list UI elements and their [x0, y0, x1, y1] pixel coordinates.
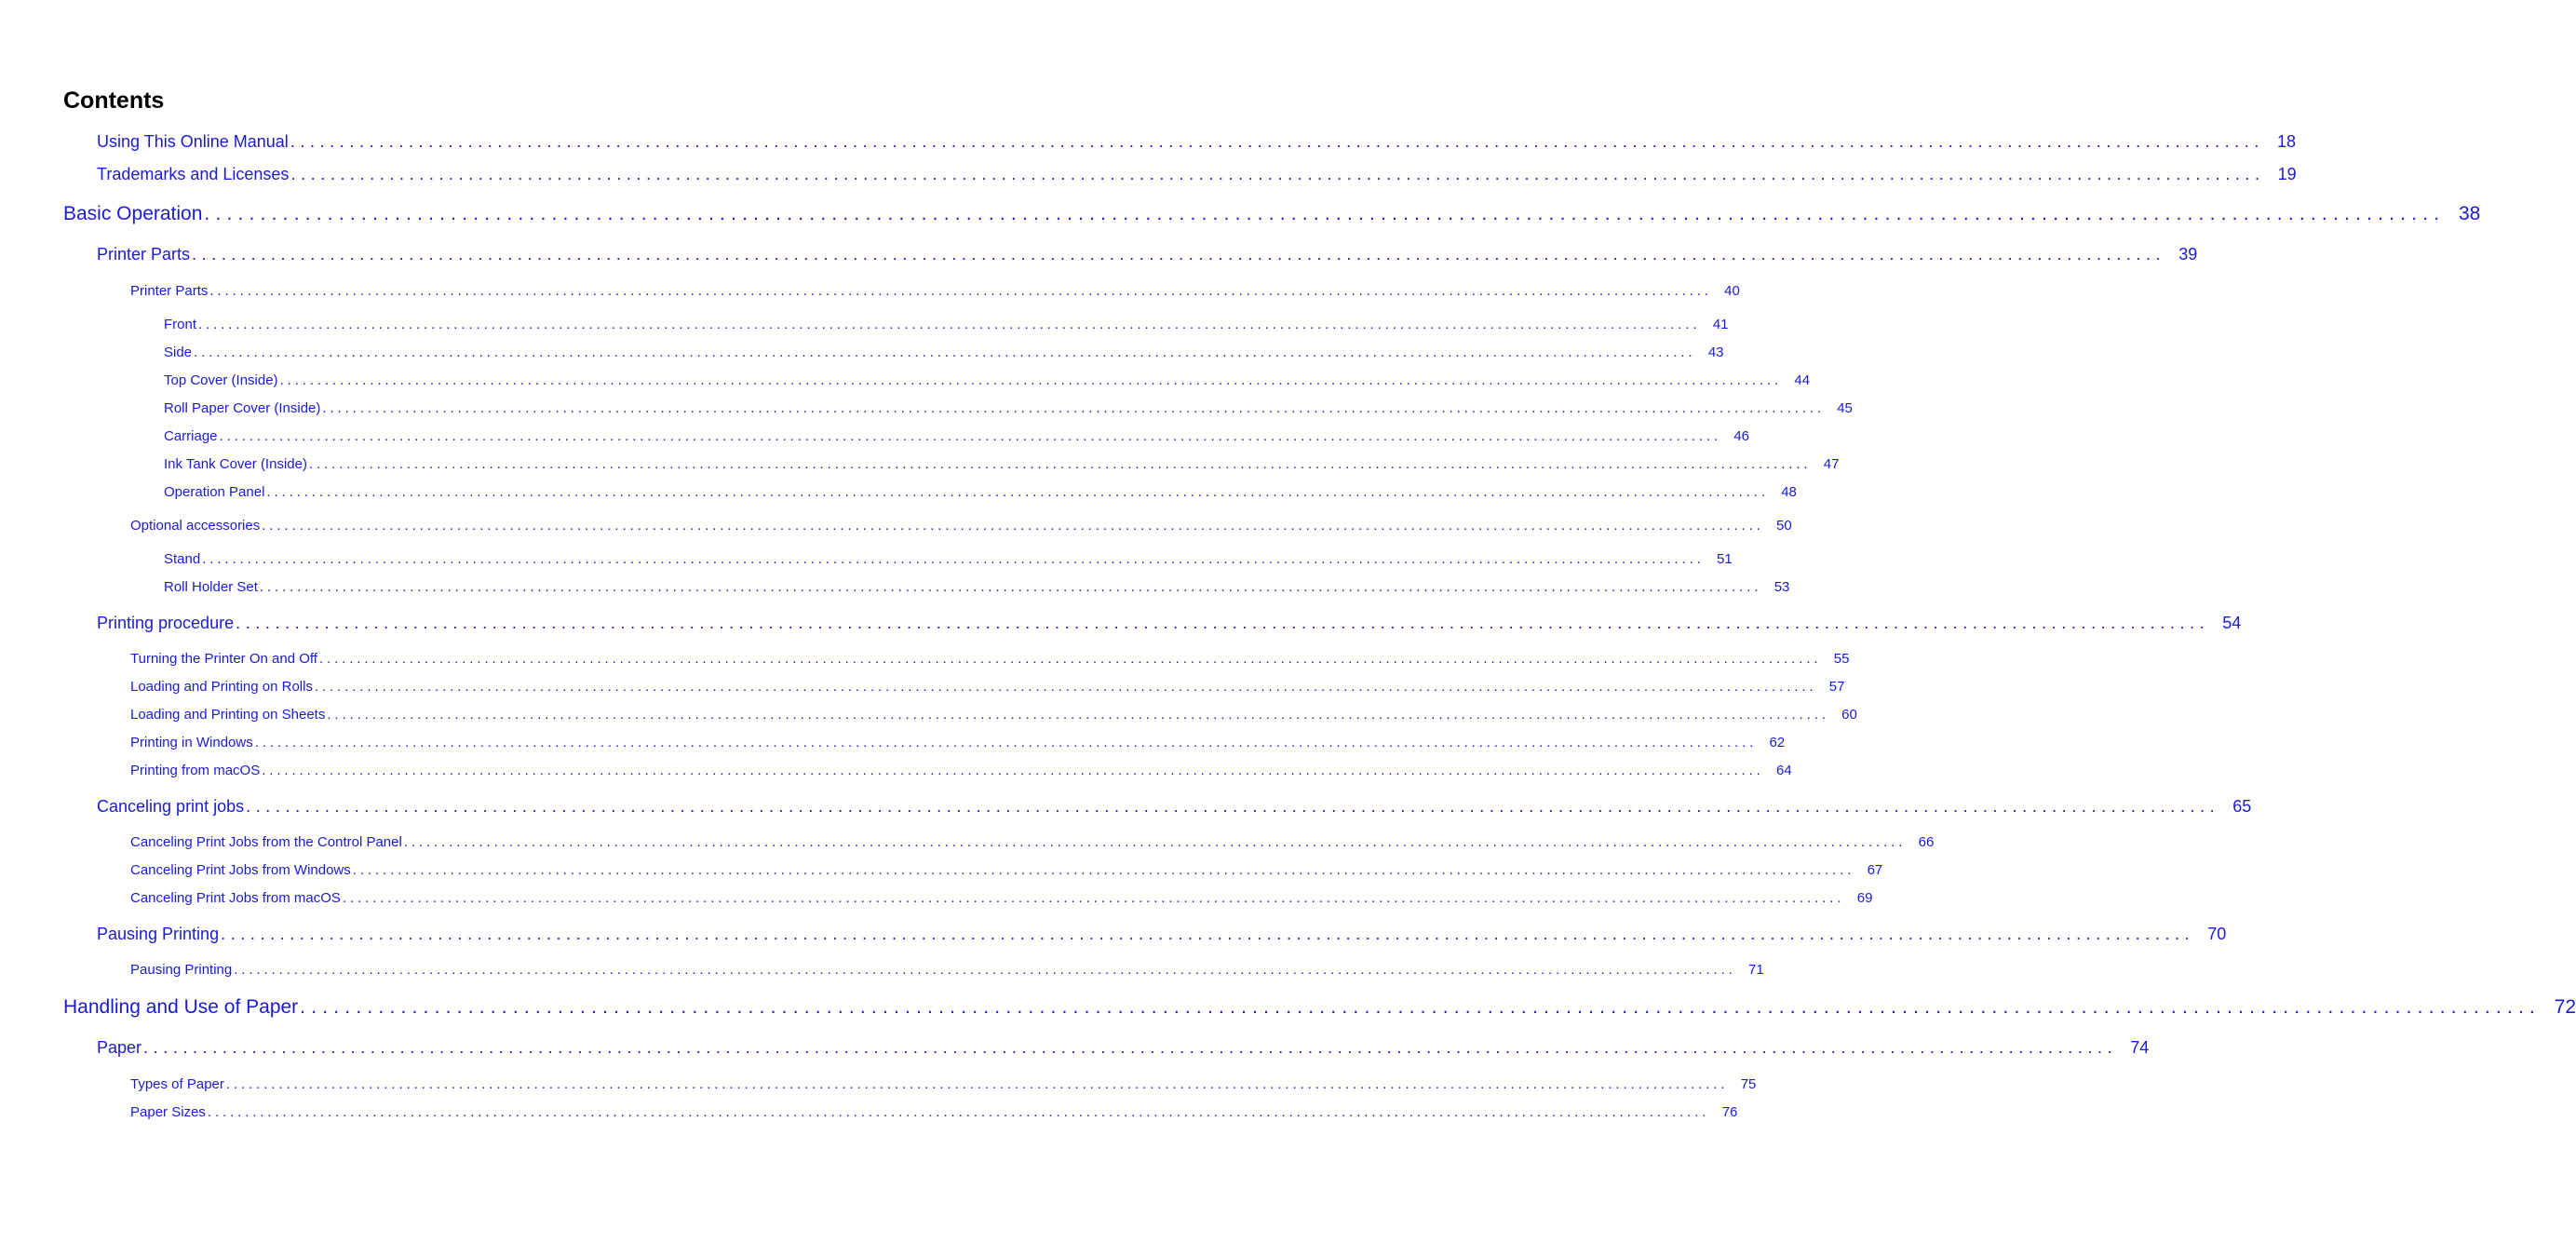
toc-entry-page-number: 50 — [1776, 518, 1792, 534]
toc-dot-leader: ........................................................................................................................................................................................................ — [308, 456, 1812, 472]
toc-dot-leader: ........................................................................................................................................................................................................ — [327, 707, 1829, 723]
toc-entry-label: Printing procedure — [97, 614, 235, 632]
toc-entry[interactable] — [164, 456, 1840, 472]
toc-entry[interactable] — [130, 890, 1873, 906]
toc-entry-page-number: 57 — [1828, 679, 1845, 695]
toc-entry[interactable] — [130, 862, 1883, 878]
toc-entry[interactable] — [97, 925, 2227, 944]
toc-dot-leader: ........................................................................................................................................................................................................ — [290, 132, 2264, 151]
toc-dot-leader: ........................................................................................................................................................................................................ — [266, 484, 1769, 500]
toc-entry-page-number: 45 — [1837, 400, 1853, 416]
toc-entry-page-number: 55 — [1833, 651, 1850, 667]
toc-entry[interactable] — [130, 962, 1764, 978]
toc-entry-label: Canceling Print Jobs from macOS — [130, 890, 341, 906]
toc-entry-label: Trademarks and Licenses — [97, 165, 290, 183]
toc-dot-leader: ........................................................................................................................................................................................................ — [259, 579, 1762, 595]
toc-entry-label: Canceling print jobs — [97, 797, 245, 816]
toc-entry-label: Carriage — [164, 428, 218, 444]
toc-dot-leader: ........................................................................................................................................................................................................ — [219, 428, 1722, 444]
toc-dot-leader: ........................................................................................................................................................................................................ — [198, 317, 1701, 332]
toc-entry[interactable] — [164, 428, 1750, 444]
toc-entry-label: Stand — [164, 551, 201, 567]
toc-entry[interactable] — [164, 400, 1853, 416]
toc-entry-page-number: 41 — [1712, 317, 1729, 332]
toc-entry[interactable] — [97, 165, 2297, 184]
toc-entry-page-number: 54 — [2222, 614, 2242, 632]
toc-entry-page-number: 60 — [1841, 707, 1857, 723]
toc-entry-label: Paper Sizes — [130, 1104, 206, 1120]
toc-dot-leader: ........................................................................................................................................................................................................ — [225, 1076, 1729, 1092]
toc-dot-leader: ........................................................................................................................................................................................................ — [403, 834, 1907, 850]
toc-entry[interactable] — [97, 797, 2252, 817]
toc-dot-leader: ........................................................................................................................................................................................................ — [262, 763, 1764, 778]
toc-entry-label: Pausing Printing — [130, 962, 233, 978]
toc-dot-leader: ........................................................................................................................................................................................................ — [254, 735, 1758, 750]
toc-entry[interactable] — [164, 484, 1797, 500]
toc-entry-label: Front — [164, 317, 197, 332]
toc-entry-label: Canceling Print Jobs from the Control Panel — [130, 834, 402, 850]
toc-dot-leader: ........................................................................................................................................................................................................ — [204, 203, 2446, 224]
toc-entry[interactable] — [130, 679, 1845, 695]
toc-entry[interactable] — [130, 283, 1740, 299]
toc-entry[interactable] — [130, 1104, 1738, 1120]
toc-entry[interactable] — [164, 345, 1724, 360]
toc-entry-label: Basic Operation — [63, 203, 203, 224]
toc-entry-page-number: 53 — [1774, 579, 1790, 595]
toc-entry-page-number: 47 — [1823, 456, 1840, 472]
toc-entry-page-number: 69 — [1856, 890, 1873, 906]
toc-dot-leader: ........................................................................................................................................................................................................ — [202, 551, 1705, 567]
toc-entry-label: Operation Panel — [164, 484, 265, 500]
toc-entry-label: Paper — [97, 1038, 142, 1057]
toc-entry-page-number: 40 — [1724, 283, 1740, 299]
toc-entry[interactable] — [164, 317, 1729, 332]
toc-entry[interactable] — [97, 245, 2198, 264]
toc-entry-label: Loading and Printing on Rolls — [130, 679, 313, 695]
toc-entry-page-number: 62 — [1769, 735, 1786, 750]
toc-dot-leader: ........................................................................................................................................................................................................ — [262, 518, 1764, 534]
toc-entry-page-number: 64 — [1776, 763, 1792, 778]
toc-dot-leader: ........................................................................................................................................................................................................ — [221, 925, 2195, 943]
toc-entry-label: Optional accessories — [130, 518, 261, 534]
toc-entry-page-number: 51 — [1717, 551, 1733, 567]
toc-entry[interactable] — [164, 551, 1733, 567]
toc-dot-leader: ........................................................................................................................................................................................................ — [209, 283, 1712, 299]
toc-entry-label: Side — [164, 345, 193, 360]
toc-entry[interactable] — [130, 735, 1786, 750]
toc-dot-leader: ........................................................................................................................................................................................................ — [207, 1104, 1710, 1120]
toc-dot-leader: ........................................................................................................................................................................................................ — [194, 345, 1696, 360]
toc-dot-leader: ........................................................................................................................................................................................................ — [279, 372, 1783, 388]
toc-entry-page-number: 67 — [1867, 862, 1883, 878]
page-title: Contents — [63, 88, 165, 114]
toc-entry-page-number: 48 — [1781, 484, 1797, 500]
toc-entry-label: Pausing Printing — [97, 925, 220, 943]
toc-entry[interactable] — [164, 579, 1790, 595]
toc-entry-page-number: 71 — [1748, 962, 1764, 978]
toc-entry-page-number: 65 — [2232, 797, 2252, 816]
toc-dot-leader: ........................................................................................................................................................................................................ — [300, 996, 2542, 1018]
toc-entry-page-number: 44 — [1794, 372, 1811, 388]
toc-dot-leader: ........................................................................................................................................................................................................ — [318, 651, 1822, 667]
toc-entry-page-number: 19 — [2277, 165, 2297, 183]
toc-dot-leader: ........................................................................................................................................................................................................ — [192, 245, 2166, 264]
toc-entry[interactable] — [97, 132, 2296, 152]
toc-entry-label: Canceling Print Jobs from Windows — [130, 862, 351, 878]
toc-entry-label: Ink Tank Cover (Inside) — [164, 456, 307, 472]
toc-dot-leader: ........................................................................................................................................................................................................ — [314, 679, 1817, 695]
toc-entry-label: Loading and Printing on Sheets — [130, 707, 326, 723]
toc-entry[interactable] — [63, 996, 2576, 1019]
toc-entry[interactable] — [130, 707, 1857, 723]
toc-entry[interactable] — [130, 518, 1792, 534]
toc-entry-page-number: 38 — [2458, 203, 2481, 224]
toc-entry[interactable] — [130, 763, 1792, 778]
toc-entry-page-number: 70 — [2207, 925, 2227, 943]
toc-entry-page-number: 76 — [1721, 1104, 1738, 1120]
toc-entry[interactable] — [63, 203, 2481, 225]
toc-entry-label: Turning the Printer On and Off — [130, 651, 317, 667]
toc-dot-leader: ........................................................................................................................................................................................................ — [342, 890, 1845, 906]
toc-entry[interactable] — [130, 1076, 1757, 1092]
toc-dot-leader: ........................................................................................................................................................................................................ — [322, 400, 1825, 416]
toc-entry-page-number: 66 — [1918, 834, 1935, 850]
toc-entry[interactable] — [164, 372, 1811, 388]
toc-entry-label: Roll Paper Cover (Inside) — [164, 400, 321, 416]
toc-entry[interactable] — [97, 1038, 2150, 1058]
toc-entry-label: Printing from macOS — [130, 763, 261, 778]
toc-entry-label: Roll Holder Set — [164, 579, 258, 595]
toc-entry-page-number: 18 — [2276, 132, 2296, 151]
toc-entry-page-number: 72 — [2554, 996, 2576, 1018]
toc-entry-label: Printing in Windows — [130, 735, 253, 750]
toc-entry-label: Printer Parts — [130, 283, 209, 299]
toc-dot-leader: ........................................................................................................................................................................................................ — [236, 614, 2210, 632]
toc-entry-label: Printer Parts — [97, 245, 191, 264]
toc-entry[interactable] — [130, 651, 1850, 667]
toc-entry-page-number: 75 — [1740, 1076, 1757, 1092]
toc-entry-page-number: 74 — [2130, 1038, 2150, 1057]
toc-dot-leader: ........................................................................................................................................................................................................ — [246, 797, 2220, 816]
toc-entry-label: Top Cover (Inside) — [164, 372, 278, 388]
toc-dot-leader: ........................................................................................................................................................................................................ — [290, 165, 2265, 183]
toc-entry-label: Types of Paper — [130, 1076, 224, 1092]
toc-entry-label: Using This Online Manual — [97, 132, 289, 151]
toc-entry-label: Handling and Use of Paper — [63, 996, 299, 1018]
toc-dot-leader: ........................................................................................................................................................................................................ — [352, 862, 1855, 878]
toc-dot-leader: ........................................................................................................................................................................................................ — [143, 1038, 2118, 1057]
toc-dot-leader: ........................................................................................................................................................................................................ — [234, 962, 1736, 978]
toc-entry-page-number: 39 — [2178, 245, 2198, 264]
toc-entry-page-number: 43 — [1707, 345, 1724, 360]
toc-entry[interactable] — [97, 614, 2242, 633]
toc-entry[interactable] — [130, 834, 1935, 850]
toc-entry-page-number: 46 — [1733, 428, 1750, 444]
